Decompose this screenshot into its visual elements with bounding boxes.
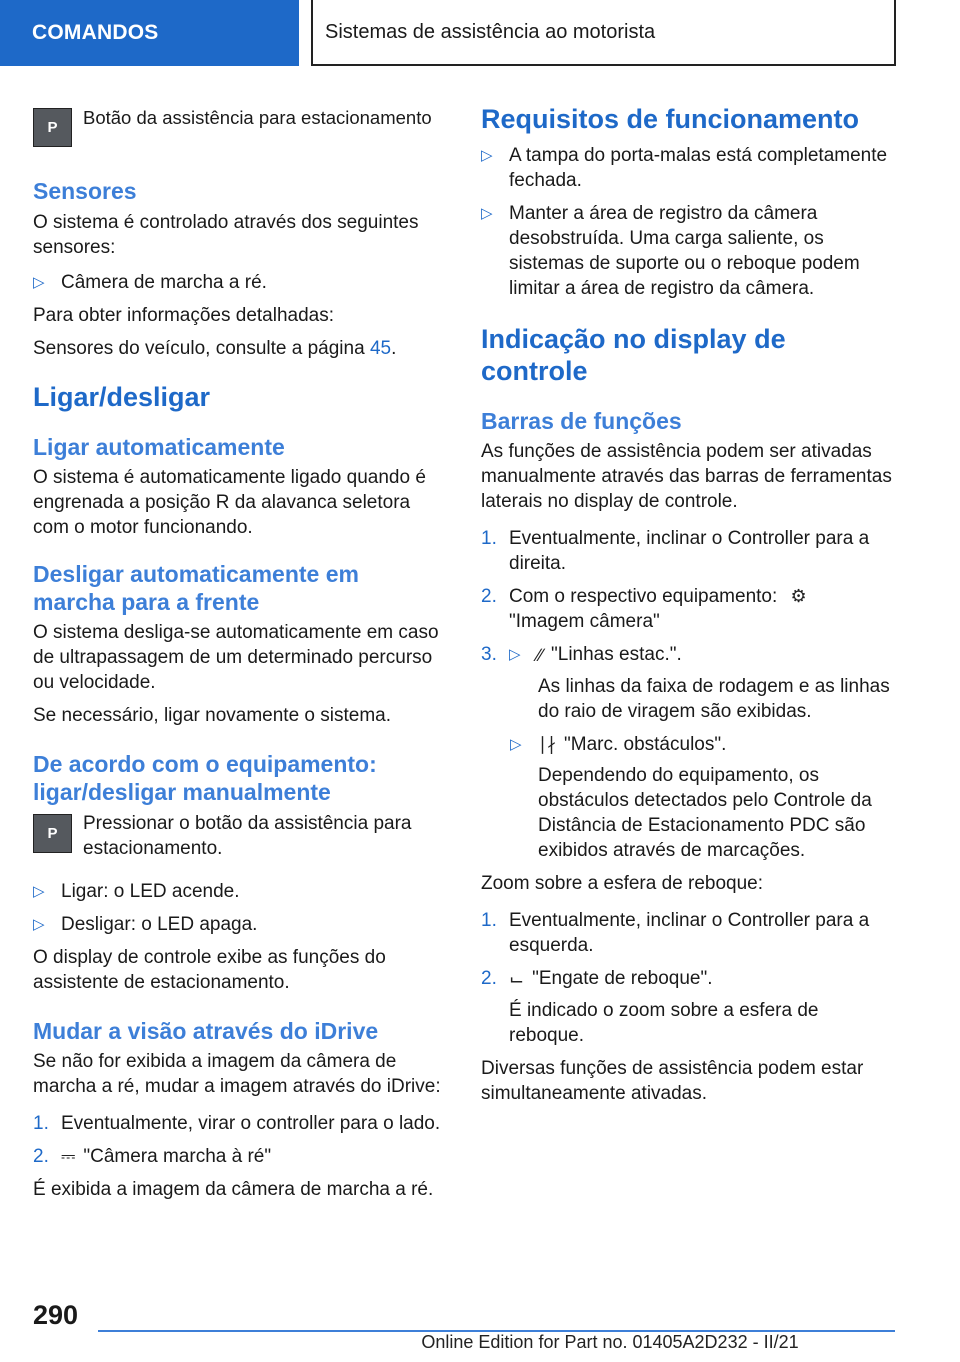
auto-heading: Ligar automaticamente bbox=[33, 434, 285, 460]
zoom-step-1: 1. Eventualmente, inclinar o Controller para a esquerda. bbox=[481, 910, 870, 957]
deslig-text: O sistema desliga-se automaticamente em caso de ultrapassagem de um determinado percurso ou velocidade. bbox=[33, 622, 439, 693]
mudar-step-1: 1. Eventualmente, virar o controller para o lado. bbox=[33, 1113, 441, 1134]
manual-text2: O display de controle exibe as funções do assistente de estacionamento. bbox=[33, 947, 386, 993]
manual-bullet-1: ▷ Ligar: o LED acende. bbox=[33, 881, 240, 902]
zoom-step-2-desc: É indicado o zoom sobre a esfera de reboque. bbox=[509, 999, 819, 1046]
ligar-heading: Ligar/desligar bbox=[33, 382, 211, 412]
triangle-bullet-icon: ▷ bbox=[481, 205, 493, 222]
camera-settings-icon: ⚙ bbox=[790, 586, 807, 607]
deslig-heading: Desligar automaticamente em marcha para a frente bbox=[33, 561, 359, 615]
mudar-step-2: 2. ⎓ "Câmera marcha à ré" bbox=[33, 1144, 447, 1169]
intro-text: Botão da assistência para estacionamento bbox=[83, 107, 432, 128]
step-1: 1. Eventualmente, inclinar o Controller para a direita. bbox=[481, 528, 870, 574]
triangle-bullet-icon: ▷ bbox=[33, 274, 45, 291]
triangle-bullet-icon: ▷ bbox=[33, 883, 45, 900]
info-text: Para obter informações detalhadas: bbox=[33, 305, 335, 326]
disp-heading: Indicação no display de controle bbox=[481, 324, 786, 386]
manual-heading: De acordo com o equipamento: ligar/desligar manualmente bbox=[33, 751, 377, 805]
req-bullet-1: ▷ A tampa do porta-malas está completamente fechada. bbox=[481, 145, 888, 191]
rear-camera-icon: ⎓ bbox=[61, 1146, 76, 1167]
req-bullet-2: ▷ Manter a área de registro da câmera desobstruída. Uma carga saliente, os sistemas de suporte ou o reboque podem limitar a área de registro da câmera. bbox=[481, 203, 860, 299]
step-3b-desc: Dependendo do equipamento, os obstáculos detectados pelo Controle da Distância de Estacionamento PDC são exibidos através de marcações. bbox=[538, 765, 872, 862]
parking-lines-icon: ∕∕ bbox=[537, 644, 544, 665]
step-2: 2. Com o respectivo equipamento: ⚙ "Imagem câmera" bbox=[481, 586, 807, 633]
deslig-text2: Se necessário, ligar novamente o sistema. bbox=[33, 705, 392, 726]
auto-text: O sistema é automaticamente ligado quando é engrenada a posição R da alavanca seletora com o motor funcionando. bbox=[33, 467, 426, 538]
right-column bbox=[481, 96, 897, 1106]
parking-assist-button-icon: P bbox=[33, 108, 72, 147]
mudar-text: Se não for exibida a imagem da câmera de marcha a ré, mudar a imagem através do iDrive: bbox=[33, 1051, 441, 1097]
info-reference: Sensores do veículo, consulte a página 45. bbox=[33, 338, 397, 359]
parking-assist-button-icon: P bbox=[33, 814, 72, 853]
barras-heading: Barras de funções bbox=[481, 408, 682, 434]
sensores-text: O sistema é controlado através dos seguintes sensores: bbox=[33, 212, 419, 258]
zoom-step-2: 2. ⌙ "Engate de reboque". bbox=[481, 966, 897, 991]
tow-hitch-icon: ⌙ bbox=[509, 968, 525, 989]
final-text: Diversas funções de assistência podem estar simultaneamente ativadas. bbox=[481, 1057, 864, 1104]
manual-bullet-2: ▷ Desligar: o LED apaga. bbox=[33, 914, 258, 935]
triangle-bullet-icon: ▷ bbox=[510, 735, 522, 753]
mudar-heading: Mudar a visão através do iDrive bbox=[33, 1018, 379, 1044]
step-3: 3. ▷ ∕∕ "Linhas estac.". bbox=[481, 642, 897, 667]
step-3b: ▷ ∣∤ "Marc. obstáculos". bbox=[481, 732, 897, 757]
step-3a-desc: As linhas da faixa de rodagem e as linhas do raio de viragem são exibidas. bbox=[538, 675, 890, 722]
triangle-bullet-icon: ▷ bbox=[481, 147, 493, 164]
intro-block bbox=[33, 108, 447, 147]
sensores-bullet: ▷ Câmera de marcha a ré. bbox=[33, 272, 267, 293]
barras-text: As funções de assistência podem ser ativadas manualmente através das barras de ferramentas laterais no display de controle. bbox=[481, 441, 892, 512]
req-heading: Requisitos de funcionamento bbox=[481, 104, 860, 134]
obstacle-markers-icon: ∣∤ bbox=[538, 734, 556, 755]
section-tab: COMANDOS bbox=[0, 0, 299, 66]
triangle-bullet-icon: ▷ bbox=[509, 646, 521, 664]
manual-block bbox=[33, 814, 447, 861]
triangle-bullet-icon: ▷ bbox=[33, 916, 45, 933]
page-number: 290 bbox=[33, 1300, 79, 1330]
left-column bbox=[33, 96, 447, 1202]
sensores-heading: Sensores bbox=[33, 178, 137, 204]
page-link[interactable]: 45 bbox=[369, 338, 392, 359]
mudar-text2: É exibida a imagem da câmera de marcha a ré. bbox=[33, 1179, 434, 1201]
manual-text: Pressionar o botão da assistência para estacionamento. bbox=[83, 813, 412, 859]
chapter-title: Sistemas de assistência ao motorista bbox=[311, 0, 896, 66]
zoom-text: Zoom sobre a esfera de reboque: bbox=[481, 873, 764, 895]
edition-text: Online Edition for Part no. 01405A2D232 - II/21 bbox=[421, 1332, 799, 1352]
